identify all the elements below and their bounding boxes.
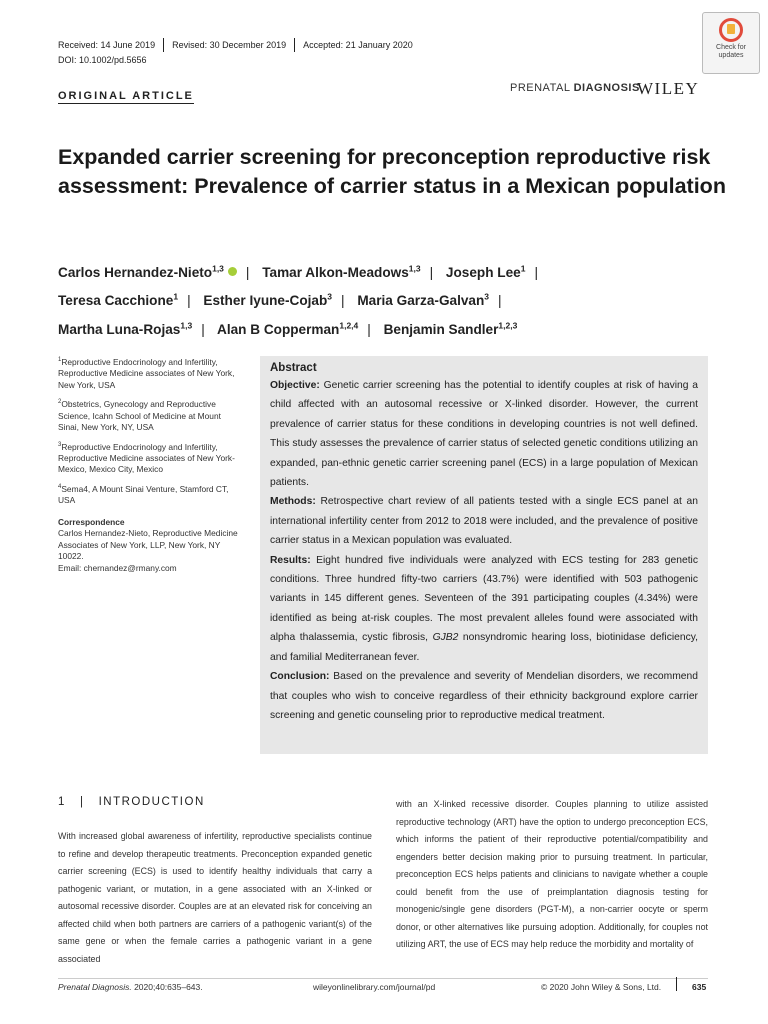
article-dates (58, 38, 413, 52)
badge-line-2: updates (718, 52, 744, 59)
abstract-objective: Objective: Genetic carrier screening has the potential to identify couples at risk of having a child affected with an autosomal recessive or X-linked disorder. However, the current prevalence of carrier status for these conditions in developing countries is not well defined. This study assesses the prevalence of carrier status of selected genetic conditions utilizing an expanded, pan-ethnic genetic carrier screening panel (ECS) in a large population of Mexican patients. (270, 380, 698, 489)
article-title: Expanded carrier screening for preconception reproductive risk assessment: Prevalence of carrier status in a Mexican population (58, 145, 726, 198)
journal-name-light: PRENATAL (510, 82, 574, 94)
footer-divider (676, 977, 677, 991)
author[interactable]: Esther Iyune-Cojab$^3$ (203, 291, 333, 309)
abstract-results: Results: Eight hundred five individuals were analyzed with ECS testing for 283 genetic conditions. Three hundred fifty-two carriers (43.7%) were identified with 503 pathogenic variants in 145 different genes. Seventeen of the 391 participating couples (4.34%) were identified as being at-risk couples. The most prevalent alleles found were associated with alpha thalassemia, cystic fibrosis, GJB2 nonsyndromic hearing loss, biotinidase deficiency, and familial Mediterranean fever. (270, 554, 698, 663)
footer-citation: Prenatal Diagnosis. 2020;40:635–643. (58, 982, 203, 992)
affiliation: $^4$Sema4, A Mount Sinai Venture, Stamford CT, USA (58, 483, 229, 506)
author[interactable]: Maria Garza-Galvan$^3$ (357, 291, 490, 309)
author[interactable]: Tamar Alkon-Meadows$^{1,3}$ (262, 263, 421, 280)
badge-line-1: Check for (716, 44, 746, 51)
abstract-box (260, 356, 708, 754)
correspondence-email[interactable]: Email: chernandez@rmany.com (58, 562, 177, 573)
author[interactable]: Alan B Copperman$^{1,2,4}$ (217, 320, 359, 337)
date-divider (163, 38, 164, 52)
crossmark-icon (719, 18, 743, 42)
abstract-conclusion: Conclusion: Based on the prevalence and severity of Mendelian disorders, we recommend that couples who wish to conceive regardless of their ethnicity background explore carrier screening and genetic counseling prior to reproductive medical treatment. (270, 671, 698, 721)
body-column-right: with an X-linked recessive disorder. Couples planning to utilize assisted reproductive technology (ART) have the option to undergo preconception ECS, which informs the patient of their reproductive potential/compatibility and engenders better decision making prior to pursuing treatment. In particular, preconception ECS helps patients and clinicians to navigate whether a couple could benefit from the use of preimplantation diagnosis testing for monogenic/single gene disorders (PGT-M), a non-carrier oocyte or sperm donor, or other alternatives like pursuing adoption. Additionally, for couples not utilizing ART, the use of ECS may help reduce the morbidity and mortality of (396, 799, 708, 949)
date-divider (294, 38, 295, 52)
received-date: Received: 14 June 2019 (58, 40, 156, 50)
author[interactable]: Benjamin Sandler$^{1,2,3}$ (383, 320, 518, 337)
section-separator: | (80, 796, 85, 808)
author[interactable]: Joseph Lee$^1$ (445, 263, 526, 280)
section-title: INTRODUCTION (98, 796, 205, 808)
accepted-date: Accepted: 21 January 2020 (303, 40, 413, 50)
revised-date: Revised: 30 December 2019 (172, 40, 287, 50)
footer-url[interactable]: wileyonlinelibrary.com/journal/pd (313, 982, 436, 992)
orcid-icon[interactable] (228, 267, 237, 276)
body-column-left: With increased global awareness of infertility, reproductive specialists continue to refine and develop therapeutic treatments. Preconception expanded genetic carrier screening (ECS) is used to identify healthy individuals that carry a pathogenic variant, or mutation, in a gene associated with an X-linked or autosomal recessive disorder. Couples are at an elevated risk for conceiving an affected child when both partners are carriers of a pathogenic variant(s) of the same gene or when the female carries a pathogenic variant in a gene associated (58, 831, 372, 964)
abstract-methods: Methods: Retrospective chart review of all patients tested with a single ECS panel at an international infertility center from 2012 to 2018 were included, and the prevalence of positive carrier status in a Mexican population was evaluated. (270, 496, 698, 547)
author[interactable]: Martha Luna-Rojas$^{1,3}$ (58, 320, 193, 337)
author-list: Carlos Hernandez-Nieto$^{1,3}$ | Tamar Alkon-Meadows$^{1,3}$ | Joseph Lee$^1$ | Teresa Cacchione$^1$ | Esther Iyune-Cojab$^3$ | Maria Garza-Galvan$^3$ | Martha Luna-Rojas$^{1,3}$ | Alan B Copperman$^{1,2,4}$ | Benjamin Sandler$^{1,2,3}$ (58, 263, 538, 337)
page-number: 635 (692, 982, 707, 992)
footer-rule (58, 978, 708, 979)
doi[interactable]: DOI: 10.1002/pd.5656 (58, 55, 147, 65)
publisher-logo: WILEY (637, 79, 700, 98)
affiliation: $^2$Obstetrics, Gynecology and Reproductive Science, Icahn School of Medicine at Mount Sinai, New York, NY, USA (58, 399, 221, 433)
affiliations (58, 355, 238, 580)
article-type-label: ORIGINAL ARTICLE (58, 90, 194, 102)
author[interactable]: Carlos Hernandez-Nieto$^{1,3}$ (58, 263, 224, 280)
affiliation: $^1$Reproductive Endocrinology and Infertility, Reproductive Medicine associates of New York, New York, USA (58, 356, 235, 390)
check-for-updates-badge[interactable] (702, 12, 760, 74)
affiliation: $^3$Reproductive Endocrinology and Infertility, Reproductive Medicine associates of New York-Mexico, Mexico City, Mexico (58, 441, 235, 475)
section-number: 1 (58, 796, 66, 808)
journal-name-bold: DIAGNOSIS (573, 82, 640, 94)
author[interactable]: Teresa Cacchione$^1$ (58, 291, 179, 309)
section-heading-introduction (58, 796, 205, 808)
footer-copyright: © 2020 John Wiley & Sons, Ltd. (541, 982, 662, 992)
correspondence-heading: Correspondence (58, 516, 125, 527)
abstract-heading: Abstract (270, 362, 317, 374)
journal-name (510, 82, 640, 94)
correspondence-text: Carlos Hernandez-Nieto, Reproductive Medicine Associates of New York, LLP, New York, NY 10022. (58, 528, 238, 562)
